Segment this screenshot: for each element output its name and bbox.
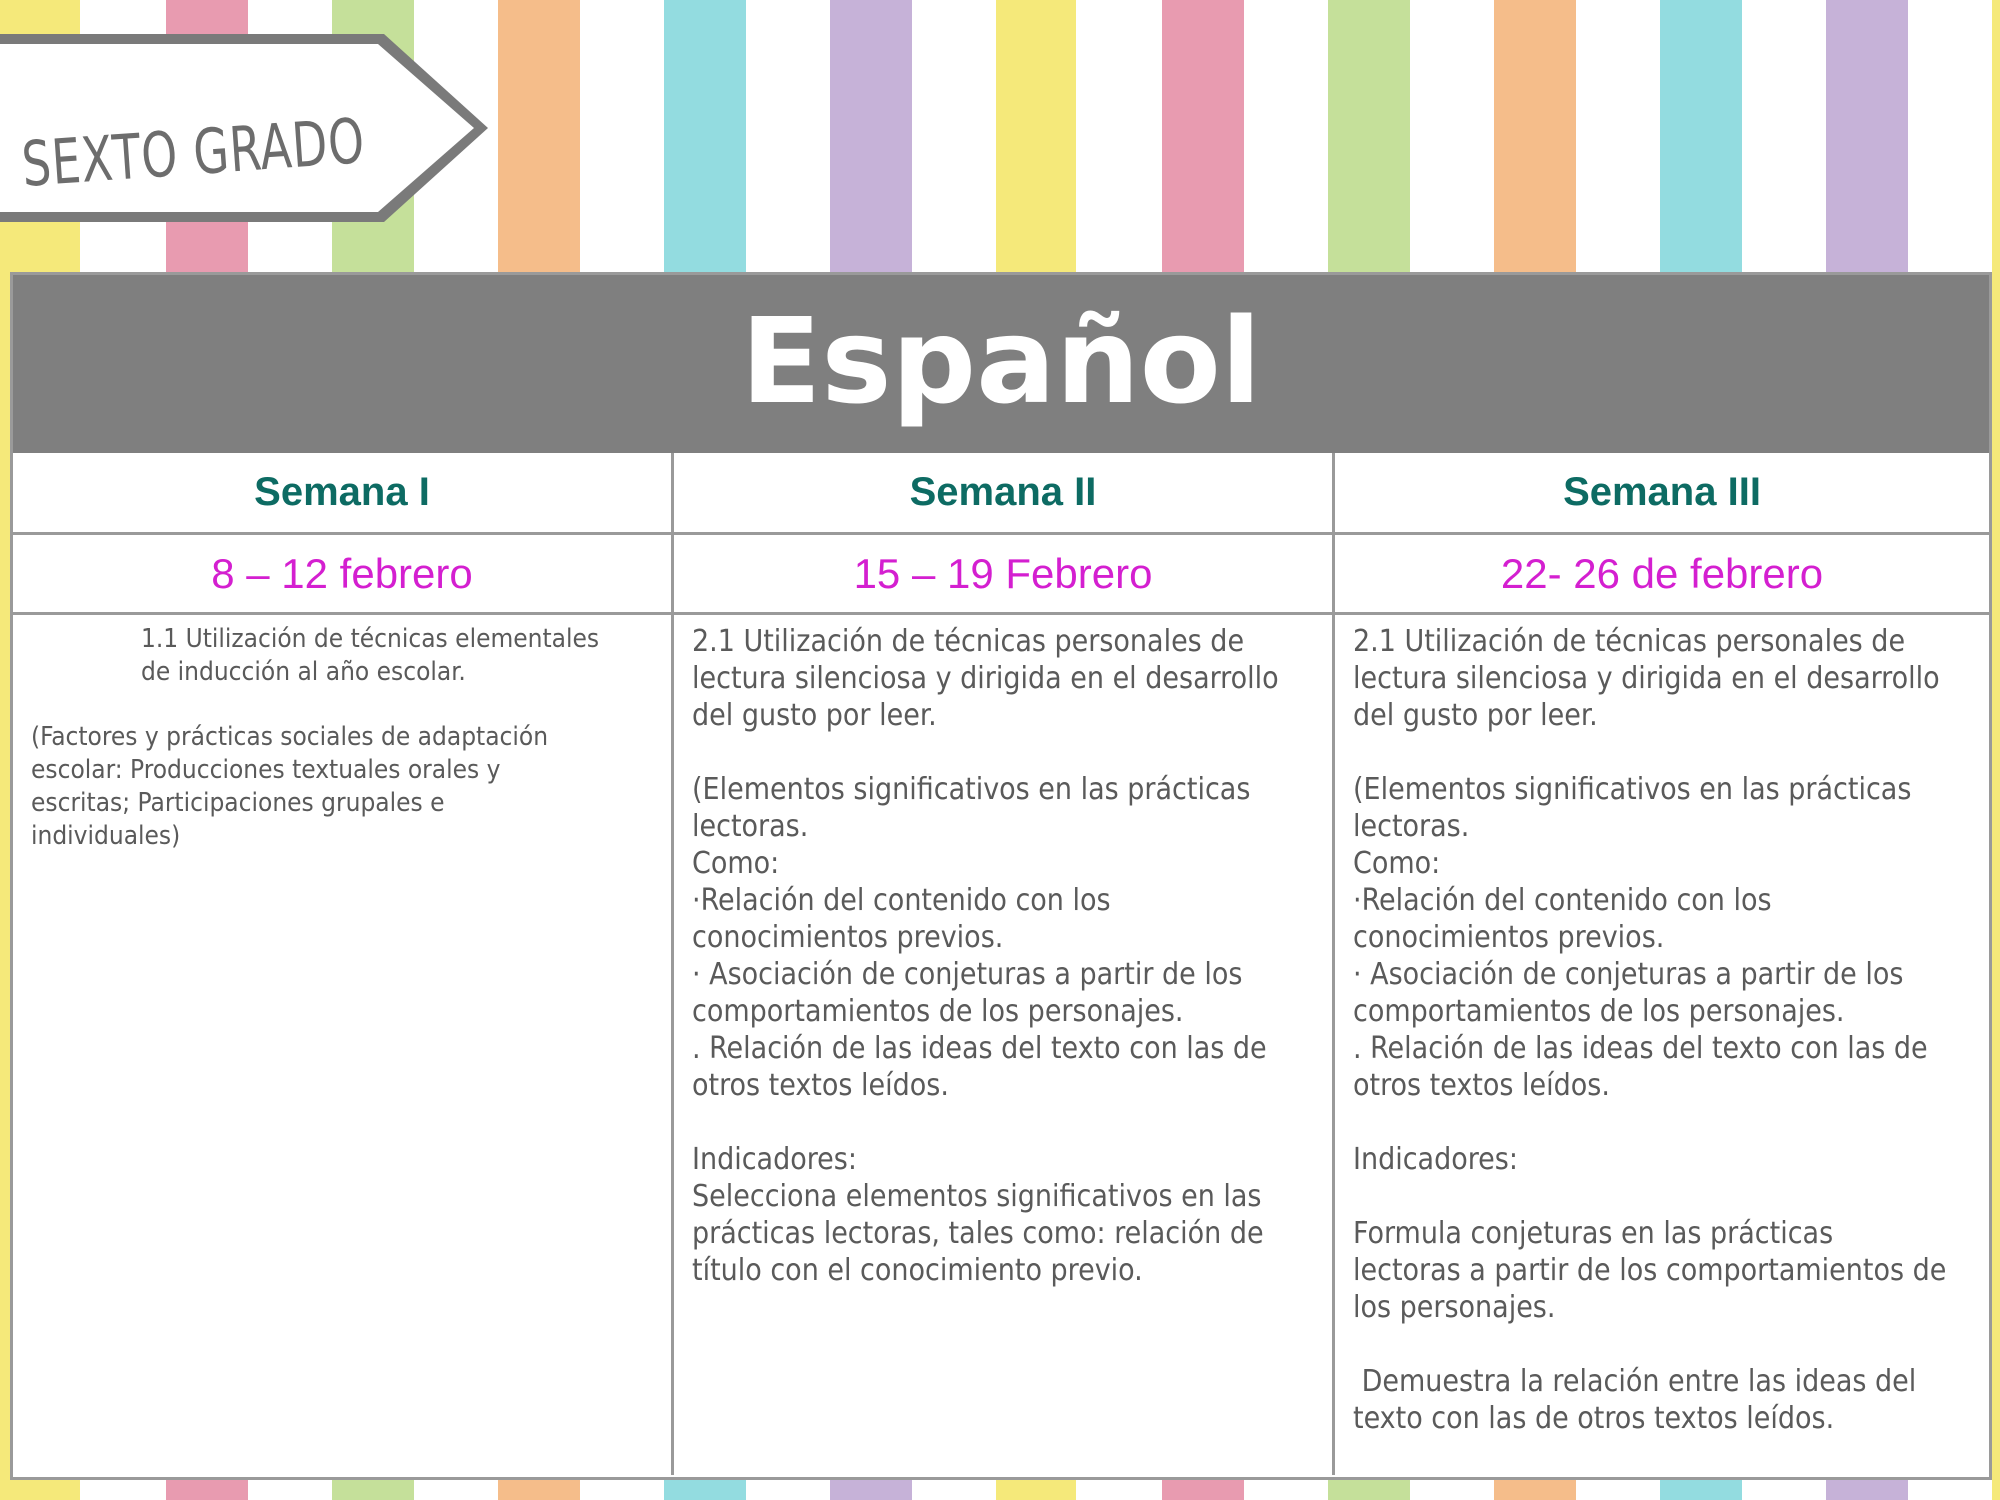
content-line: del gusto por leer. — [1353, 698, 1598, 733]
content-line: lectoras. — [692, 809, 809, 844]
content-line: conocimientos previos. — [1353, 920, 1665, 955]
content-line: título con el conocimiento previo. — [692, 1253, 1143, 1288]
content-line: individuales) — [31, 821, 181, 851]
content-line: lectura silenciosa y dirigida en el desarrollo — [692, 661, 1279, 696]
week-dates-1: 8 – 12 febrero — [13, 535, 674, 615]
content-line: lectura silenciosa y dirigida en el desarrollo — [1353, 661, 1940, 696]
content-line: (Elementos significativos en las prácticas — [692, 772, 1251, 807]
subject-header — [13, 275, 1989, 453]
content-line: 2.1 Utilización de técnicas personales de — [1353, 624, 1906, 659]
content-line: ·Relación del contenido con los — [1353, 883, 1772, 918]
content-line: Como: — [692, 846, 780, 881]
content-line: comportamientos de los personajes. — [1353, 994, 1845, 1029]
content-line: prácticas lectoras, tales como: relación de — [692, 1216, 1264, 1251]
content-line: . Relación de las ideas del texto con las de — [1353, 1031, 1928, 1066]
content-line: 1.1 Utilización de técnicas elementales — [141, 624, 600, 654]
week-dates-3: 22- 26 de febrero — [1335, 535, 1989, 615]
week-header-1: Semana I — [13, 453, 674, 535]
week-content-2 — [674, 615, 1335, 1475]
content-line: Indicadores: — [692, 1142, 857, 1177]
subject-title: Español — [740, 292, 1262, 430]
content-line: Demuestra la relación entre las ideas del — [1353, 1364, 1917, 1399]
content-line: del gusto por leer. — [692, 698, 937, 733]
content-line: · Asociación de conjeturas a partir de los — [1353, 957, 1904, 992]
content-line: otros textos leídos. — [692, 1068, 949, 1103]
content-line: Selecciona elementos significativos en las — [692, 1179, 1262, 1214]
content-line: Indicadores: — [1353, 1142, 1518, 1177]
content-line: Como: — [1353, 846, 1441, 881]
week-content-1 — [13, 615, 674, 1475]
content-line: 2.1 Utilización de técnicas personales de — [692, 624, 1245, 659]
grade-badge — [0, 30, 492, 226]
content-line: lectoras. — [1353, 809, 1470, 844]
week-header-2: Semana II — [674, 453, 1335, 535]
content-line: ·Relación del contenido con los — [692, 883, 1111, 918]
content-line: los personajes. — [1353, 1290, 1556, 1325]
week-content-3 — [1335, 615, 1989, 1475]
content-line: (Elementos significativos en las prácticas — [1353, 772, 1912, 807]
content-line: conocimientos previos. — [692, 920, 1004, 955]
content-line: otros textos leídos. — [1353, 1068, 1610, 1103]
content-line: (Factores y prácticas sociales de adaptación — [31, 722, 549, 752]
grade-label: SEXTO GRADO — [19, 104, 368, 201]
content-line: escolar: Producciones textuales orales y — [31, 755, 501, 785]
week-dates-2: 15 – 19 Febrero — [674, 535, 1335, 615]
content-line: comportamientos de los personajes. — [692, 994, 1184, 1029]
content-line: escritas; Participaciones grupales e — [31, 788, 445, 818]
week-header-3: Semana III — [1335, 453, 1989, 535]
content-line: . Relación de las ideas del texto con las de — [692, 1031, 1267, 1066]
content-line: Formula conjeturas en las prácticas — [1353, 1216, 1834, 1251]
content-line: de inducción al año escolar. — [141, 657, 466, 687]
content-line: lectoras a partir de los comportamientos de — [1353, 1253, 1947, 1288]
content-line: · Asociación de conjeturas a partir de los — [692, 957, 1243, 992]
weekly-plan-table — [13, 453, 1989, 1475]
lesson-plan-card — [10, 272, 1992, 1480]
content-line: texto con las de otros textos leídos. — [1353, 1401, 1835, 1436]
